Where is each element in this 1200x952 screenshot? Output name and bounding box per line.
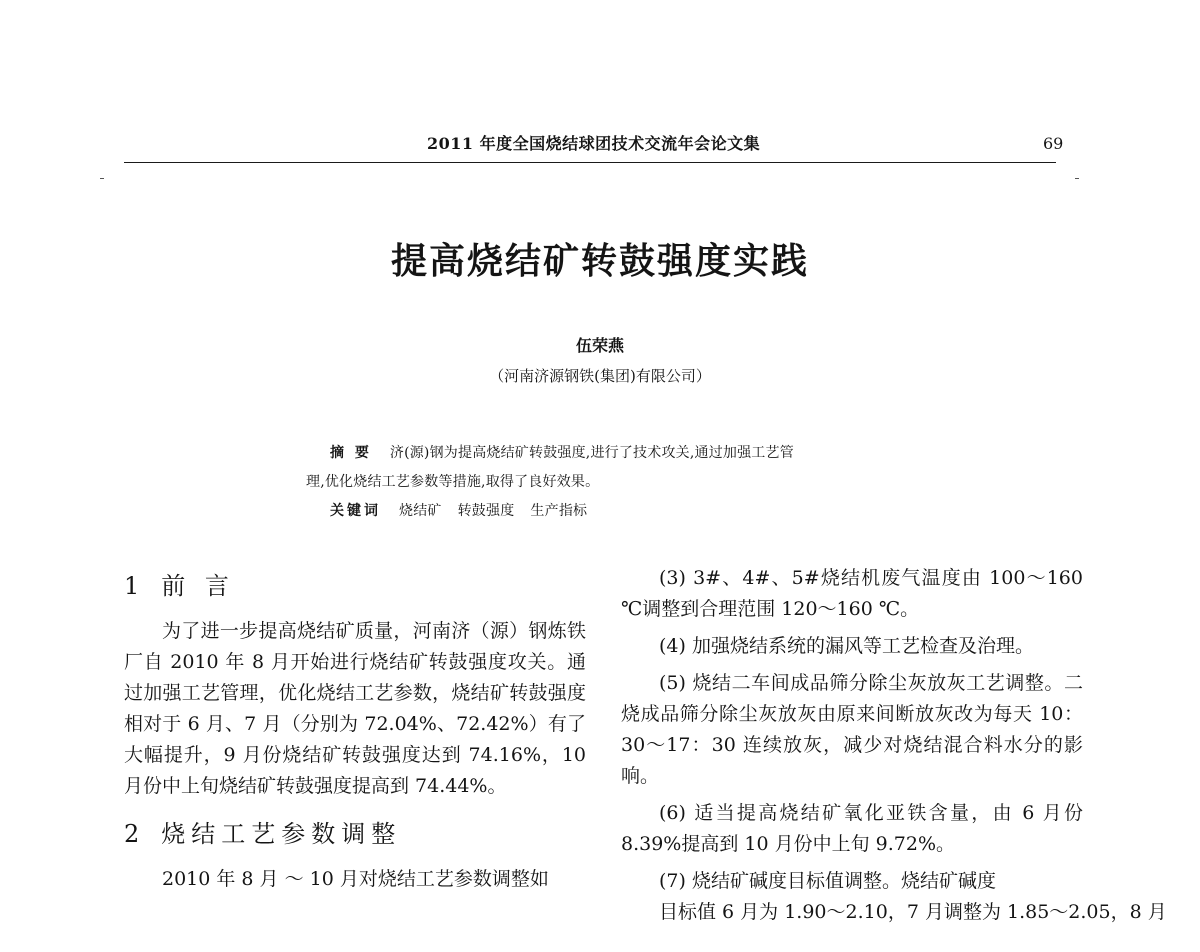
list-item-5: (5) 烧结二车间成品筛分除尘灰放灰工艺调整。二烧成品筛分除尘灰放灰由原来间断放灰改为每天 10：30～17：30 连续放灰，减少对烧结混合料水分的影响。 — [621, 672, 1083, 787]
spacer — [124, 852, 586, 864]
keyword-2: 转鼓强度 — [457, 503, 515, 519]
spacer — [124, 604, 586, 616]
section-2-title: 烧结工艺参数调整 — [161, 820, 402, 848]
keywords-label: 关键词 — [330, 503, 381, 519]
abstract-text-1: 济(源)钢为提高烧结矿转鼓强度,进行了技术攻关,通过加强工艺管 — [389, 445, 794, 461]
section-1-paragraph: 为了进一步提高烧结矿质量，河南济（源）钢炼铁厂自 2010 年 8 月开始进行烧结矿转鼓强度攻关。通过加强工艺管理，优化烧结工艺参数，烧结矿转鼓强度相对于 6 月、7 月（分别为 72.04%、72.42%）有了大幅提升，9 月份烧结矿转鼓强度达到 74.16%，10 月份中上旬烧结矿转鼓强度提高到 74.44%。 — [124, 620, 586, 797]
paper-title: 提高烧结矿转鼓强度实践 — [390, 241, 809, 282]
page-number: 69 — [1043, 134, 1064, 153]
abstract-line-1 — [330, 442, 794, 462]
section-1-title: 前 言 — [161, 572, 235, 600]
left-column — [124, 568, 586, 890]
section-1-heading — [124, 568, 586, 604]
author-affiliation: （河南济源钢铁(集团)有限公司） — [489, 367, 711, 385]
running-header-title: 2011 年度全国烧结球团技术交流年会论文集 — [427, 134, 761, 153]
keyword-1: 烧结矿 — [399, 503, 442, 519]
list-item-7: (7) 烧结矿碱度目标值调整。烧结矿碱度 — [659, 870, 996, 892]
keyword-3: 生产指标 — [530, 503, 588, 519]
scan-speck-right — [1075, 178, 1079, 179]
section-1-number: 1 — [124, 572, 146, 600]
abstract-line-2: 理,优化烧结工艺参数等措施,取得了良好效果。 — [306, 474, 600, 490]
keywords-line — [330, 500, 603, 520]
right-column — [621, 563, 1167, 923]
section-2-heading — [124, 816, 586, 852]
list-item-3: (3) 3#、4#、5#烧结机废气温度由 100～160 ℃调整到合理范围 120～160 ℃。 — [621, 567, 1083, 620]
right-partial-line: 目标值 6 月为 1.90～2.10，7 月调整为 1.85～2.05，8 月 — [659, 901, 1167, 923]
section-2-number: 2 — [124, 820, 146, 848]
scan-speck-left — [100, 178, 104, 179]
author-name: 伍荣燕 — [575, 336, 624, 355]
list-item-6: (6) 适当提高烧结矿氧化亚铁含量，由 6 月份 8.39%提高到 10 月份中上旬 9.72%。 — [621, 802, 1083, 855]
abstract-label: 摘 要 — [330, 445, 372, 461]
header-rule — [124, 162, 1056, 163]
list-item-4: (4) 加强烧结系统的漏风等工艺检查及治理。 — [659, 635, 1034, 657]
spacer — [124, 802, 586, 816]
section-2-partial-line: 2010 年 8 月 ～ 10 月对烧结工艺参数调整如 — [162, 868, 549, 890]
